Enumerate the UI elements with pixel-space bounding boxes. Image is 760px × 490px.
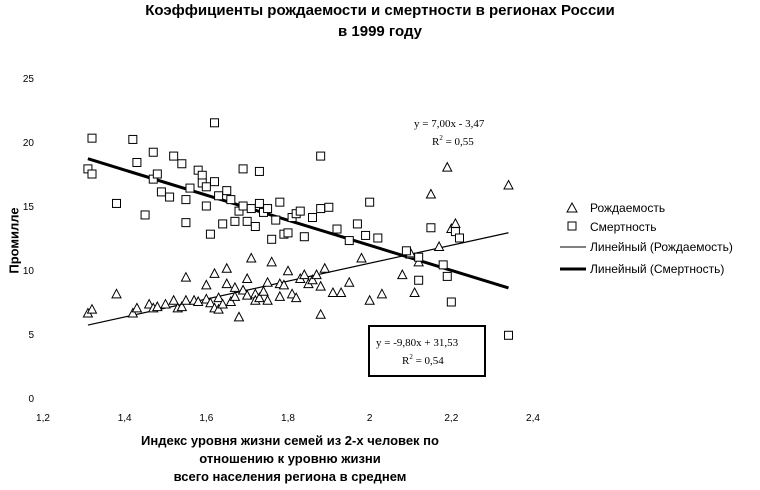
birth-rate-point xyxy=(435,242,444,251)
birth-rate-point xyxy=(337,288,346,297)
birth-rate-point xyxy=(284,266,293,275)
death-rate-point xyxy=(223,187,231,195)
death-trend-r2-exponent: 2 xyxy=(409,353,413,361)
x-tick-label: 1,4 xyxy=(117,413,132,424)
legend-item-birth-trend xyxy=(560,240,733,254)
x-tick-label: 1,2 xyxy=(36,413,50,424)
legend-label-death: Смертность xyxy=(590,220,657,234)
birth-trend-r2-label: R xyxy=(432,136,440,148)
death-rate-point xyxy=(182,196,190,204)
x-tick-label: 1,6 xyxy=(199,413,214,424)
x-axis-ticks xyxy=(36,413,540,424)
birth-rate-point xyxy=(263,296,272,305)
birth-rate-point xyxy=(247,253,256,262)
death-rate-point xyxy=(215,192,223,200)
birth-rate-point xyxy=(504,181,513,190)
death-rate-point xyxy=(505,331,513,339)
birth-trend-r2-exponent: 2 xyxy=(439,134,443,142)
birth-rate-point xyxy=(357,253,366,262)
birth-rate-point xyxy=(181,296,190,305)
birth-rate-point xyxy=(316,282,325,291)
death-trend-equation xyxy=(369,326,485,376)
birth-rate-point xyxy=(112,289,121,298)
death-rate-point xyxy=(427,224,435,232)
chart-title-line1: Коэффициенты рождаемости и смертности в регионах России xyxy=(145,2,615,19)
death-rate-point xyxy=(333,225,341,233)
death-rate-point xyxy=(178,160,186,168)
death-rate-point xyxy=(255,199,263,207)
death-rate-point xyxy=(247,205,255,213)
birth-rate-point xyxy=(398,270,407,279)
death-rate-point xyxy=(296,207,304,215)
death-rate-point xyxy=(227,196,235,204)
birth-rate-point xyxy=(222,264,231,273)
death-rate-point xyxy=(255,167,263,175)
birth-trend-equation-text: y = 7,00x - 3,47 xyxy=(414,118,485,130)
death-rate-point xyxy=(153,170,161,178)
death-rate-point xyxy=(113,199,121,207)
death-rate-point xyxy=(309,214,317,222)
death-rate-point xyxy=(133,158,141,166)
birth-trend-equation xyxy=(414,118,485,148)
birth-rate-point xyxy=(345,278,354,287)
birth-trend-r2 xyxy=(432,134,474,148)
birth-rate-point xyxy=(316,310,325,319)
death-rate-point xyxy=(300,233,308,241)
legend-item-death xyxy=(568,220,657,234)
death-rate-point xyxy=(345,237,353,245)
death-rate-point xyxy=(439,261,447,269)
death-rate-point xyxy=(415,253,423,261)
death-rate-point xyxy=(88,134,96,142)
birth-rate-point xyxy=(300,270,309,279)
birth-rate-point xyxy=(210,269,219,278)
birth-rate-point xyxy=(88,305,97,314)
death-rate-point xyxy=(157,188,165,196)
death-rate-point xyxy=(353,220,361,228)
birth-rate-point xyxy=(267,257,276,266)
legend-item-birth xyxy=(567,201,665,215)
death-rate-point xyxy=(456,234,464,242)
death-trend-r2-label: R xyxy=(402,355,410,367)
birth-trend-r2-value: = 0,55 xyxy=(442,136,474,148)
legend-label-birth-trend: Линейный (Рождаемость) xyxy=(590,240,733,254)
death-rate-point xyxy=(170,152,178,160)
death-rate-point xyxy=(272,216,280,224)
birth-rate-point xyxy=(263,278,272,287)
death-rate-point xyxy=(276,198,284,206)
death-trend-equation-box xyxy=(369,326,485,376)
birth-rate-point xyxy=(443,163,452,172)
x-tick-label: 1,8 xyxy=(281,413,295,424)
death-rate-point xyxy=(374,234,382,242)
x-axis-label-line2: отношению к уровню жизни xyxy=(199,451,381,466)
death-rate-point xyxy=(149,148,157,156)
birth-rate-point xyxy=(132,303,141,312)
birth-rate-point xyxy=(202,280,211,289)
y-tick-label: 20 xyxy=(22,138,34,149)
death-rate-point xyxy=(251,222,259,230)
birth-rate-point xyxy=(230,283,239,292)
death-rate-point xyxy=(366,198,374,206)
death-rate-point xyxy=(443,272,451,280)
death-rate-point xyxy=(219,220,227,228)
birth-rate-point xyxy=(377,289,386,298)
death-rate-point xyxy=(264,205,272,213)
y-axis-label: Промилле xyxy=(6,207,22,274)
death-rate-point xyxy=(415,276,423,284)
death-rate-point xyxy=(243,217,251,225)
death-rate-point xyxy=(239,202,247,210)
x-tick-label: 2 xyxy=(366,413,373,424)
chart-title-line2: в 1999 году xyxy=(338,23,422,40)
birth-rate-point xyxy=(243,274,252,283)
legend-label-death-trend: Линейный (Смертность) xyxy=(590,262,725,276)
birth-rate-point xyxy=(222,279,231,288)
death-rate-point xyxy=(447,298,455,306)
y-tick-label: 10 xyxy=(22,266,34,277)
x-tick-label: 2,4 xyxy=(526,413,540,424)
y-tick-label: 15 xyxy=(22,202,34,213)
death-rate-point xyxy=(284,229,292,237)
death-rate-point xyxy=(317,152,325,160)
death-rate-point xyxy=(182,219,190,227)
birth-rate-points xyxy=(83,163,513,321)
birth-rate-point xyxy=(426,189,435,198)
birth-rate-point xyxy=(320,264,329,273)
birth-rate-point xyxy=(365,296,374,305)
death-rate-point xyxy=(206,230,214,238)
death-rate-point xyxy=(211,119,219,127)
death-rate-point xyxy=(325,203,333,211)
birth-rate-point xyxy=(275,292,284,301)
death-rate-point xyxy=(317,205,325,213)
death-trend-r2 xyxy=(402,353,444,367)
death-rate-point xyxy=(202,183,210,191)
birth-rate-point xyxy=(410,288,419,297)
birth-rate-point xyxy=(181,273,190,282)
death-rate-point xyxy=(362,231,370,239)
death-rate-point xyxy=(141,211,149,219)
death-rate-point xyxy=(198,171,206,179)
legend-triangle-marker xyxy=(567,203,577,212)
death-rate-point xyxy=(402,247,410,255)
death-rate-point xyxy=(166,193,174,201)
legend-square-marker xyxy=(568,222,576,230)
y-axis-ticks xyxy=(23,74,35,405)
y-tick-label: 25 xyxy=(22,74,34,85)
death-rate-point xyxy=(239,165,247,173)
legend-label-birth: Рождаемость xyxy=(590,201,666,215)
x-axis-label-line1: Индекс уровня жизни семей из 2-х человек по xyxy=(141,433,439,448)
death-rate-point xyxy=(231,217,239,225)
birth-rate-point xyxy=(451,219,460,228)
death-rate-point xyxy=(268,235,276,243)
legend-item-death-trend xyxy=(560,262,724,276)
y-tick-label: 5 xyxy=(28,330,34,341)
death-rate-point xyxy=(186,184,194,192)
legend xyxy=(560,201,733,276)
birth-rate-point xyxy=(169,296,178,305)
birth-rate-point xyxy=(161,300,170,309)
death-rate-point xyxy=(88,170,96,178)
birth-rate-point xyxy=(235,312,244,321)
x-axis-label-line3: всего населения региона в среднем xyxy=(173,469,407,484)
death-rate-point xyxy=(211,178,219,186)
birth-rate-point xyxy=(259,287,268,296)
death-trend-equation-text: y = -9,80x + 31,53 xyxy=(376,337,459,349)
death-rate-point xyxy=(202,202,210,210)
y-tick-label: 0 xyxy=(28,394,34,405)
death-trend-r2-value: = 0,54 xyxy=(412,355,444,367)
x-tick-label: 2,2 xyxy=(444,413,459,424)
birth-rate-point xyxy=(328,288,337,297)
death-rate-point xyxy=(129,135,137,143)
